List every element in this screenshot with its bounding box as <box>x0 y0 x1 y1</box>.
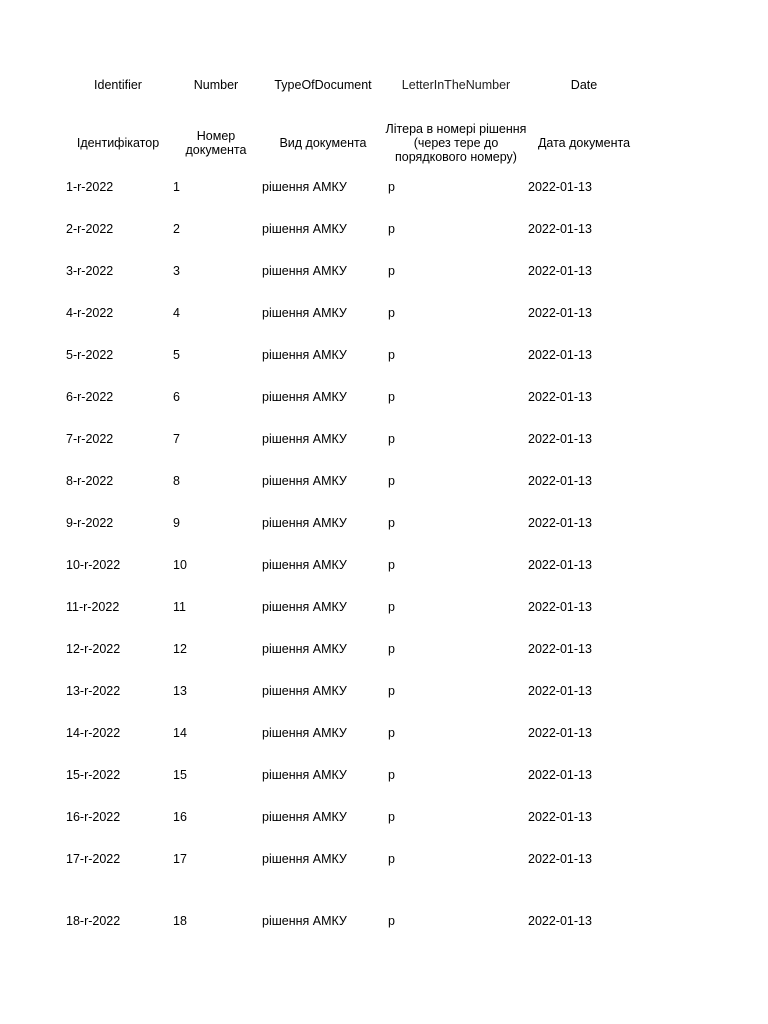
cell-number: 18 <box>173 914 187 928</box>
table-row <box>0 914 768 930</box>
table-row <box>0 642 768 658</box>
table-row <box>0 684 768 700</box>
cell-date: 2022-01-13 <box>528 306 592 320</box>
header-type-en: TypeOfDocument <box>274 78 372 92</box>
cell-date: 2022-01-13 <box>528 558 592 572</box>
cell-identifier: 10-r-2022 <box>66 558 121 572</box>
cell-letter: р <box>388 726 395 740</box>
cell-type: рішення АМКУ <box>262 516 347 530</box>
cell-date: 2022-01-13 <box>528 684 592 698</box>
cell-identifier: 17-r-2022 <box>66 852 121 866</box>
cell-number: 6 <box>173 390 180 404</box>
cell-letter: р <box>388 306 395 320</box>
table-row <box>0 852 768 868</box>
table-row <box>0 726 768 742</box>
header-letter-uk: Літера в номері рішення (через тере до порядкового номеру) <box>385 122 527 164</box>
cell-number: 14 <box>173 726 187 740</box>
cell-identifier: 3-r-2022 <box>66 264 114 278</box>
cell-letter: р <box>388 810 395 824</box>
cell-number: 11 <box>173 600 186 614</box>
cell-identifier: 4-r-2022 <box>66 306 114 320</box>
cell-letter: р <box>388 264 395 278</box>
table-row <box>0 600 768 616</box>
cell-identifier: 8-r-2022 <box>66 474 114 488</box>
cell-number: 2 <box>173 222 180 236</box>
cell-type: рішення АМКУ <box>262 432 347 446</box>
table-row <box>0 390 768 406</box>
cell-identifier: 1-r-2022 <box>66 180 114 194</box>
table-row <box>0 558 768 574</box>
cell-type: рішення АМКУ <box>262 264 347 278</box>
cell-identifier: 2-r-2022 <box>66 222 114 236</box>
cell-type: рішення АМКУ <box>262 558 347 572</box>
cell-identifier: 5-r-2022 <box>66 348 114 362</box>
cell-date: 2022-01-13 <box>528 768 592 782</box>
table-row <box>0 768 768 784</box>
cell-letter: р <box>388 852 395 866</box>
header-number-en: Number <box>193 78 239 92</box>
cell-letter: р <box>388 914 395 928</box>
table-row <box>0 810 768 826</box>
cell-type: рішення АМКУ <box>262 180 347 194</box>
cell-letter: р <box>388 558 395 572</box>
cell-date: 2022-01-13 <box>528 914 592 928</box>
header-row-english <box>0 75 768 95</box>
table-row <box>0 516 768 532</box>
cell-type: рішення АМКУ <box>262 726 347 740</box>
cell-type: рішення АМКУ <box>262 390 347 404</box>
table-row <box>0 348 768 364</box>
cell-type: рішення АМКУ <box>262 768 347 782</box>
header-row-ukrainian <box>0 114 768 172</box>
cell-number: 10 <box>173 558 187 572</box>
cell-letter: р <box>388 390 395 404</box>
cell-letter: р <box>388 222 395 236</box>
cell-letter: р <box>388 768 395 782</box>
table-row <box>0 432 768 448</box>
cell-type: рішення АМКУ <box>262 642 347 656</box>
cell-identifier: 14-r-2022 <box>66 726 121 740</box>
cell-date: 2022-01-13 <box>528 348 592 362</box>
cell-letter: р <box>388 432 395 446</box>
header-number-uk: Номер документа <box>185 129 247 157</box>
cell-type: рішення АМКУ <box>262 306 347 320</box>
cell-number: 8 <box>173 474 180 488</box>
cell-number: 9 <box>173 516 180 530</box>
cell-type: рішення АМКУ <box>262 914 347 928</box>
cell-date: 2022-01-13 <box>528 516 592 530</box>
cell-type: рішення АМКУ <box>262 474 347 488</box>
cell-date: 2022-01-13 <box>528 810 592 824</box>
cell-type: рішення АМКУ <box>262 684 347 698</box>
cell-number: 13 <box>173 684 187 698</box>
cell-identifier: 13-r-2022 <box>66 684 121 698</box>
header-identifier-uk: Ідентифікатор <box>76 136 160 150</box>
table-row <box>0 474 768 490</box>
cell-number: 7 <box>173 432 180 446</box>
table-row <box>0 264 768 280</box>
cell-date: 2022-01-13 <box>528 432 592 446</box>
cell-date: 2022-01-13 <box>528 180 592 194</box>
cell-identifier: 15-r-2022 <box>66 768 121 782</box>
cell-date: 2022-01-13 <box>528 642 592 656</box>
table-row <box>0 306 768 322</box>
cell-number: 12 <box>173 642 187 656</box>
cell-number: 3 <box>173 264 180 278</box>
header-type-uk: Вид документа <box>279 136 367 150</box>
cell-date: 2022-01-13 <box>528 600 592 614</box>
cell-date: 2022-01-13 <box>528 726 592 740</box>
cell-number: 5 <box>173 348 180 362</box>
table-row <box>0 180 768 196</box>
header-letter-en: LetterInTheNumber <box>401 78 511 92</box>
cell-number: 1 <box>173 180 180 194</box>
cell-letter: р <box>388 642 395 656</box>
cell-date: 2022-01-13 <box>528 264 592 278</box>
cell-type: рішення АМКУ <box>262 852 347 866</box>
cell-date: 2022-01-13 <box>528 390 592 404</box>
cell-number: 16 <box>173 810 187 824</box>
cell-letter: р <box>388 516 395 530</box>
cell-letter: р <box>388 474 395 488</box>
cell-letter: р <box>388 180 395 194</box>
cell-letter: р <box>388 684 395 698</box>
cell-date: 2022-01-13 <box>528 222 592 236</box>
cell-letter: р <box>388 600 395 614</box>
cell-identifier: 9-r-2022 <box>66 516 114 530</box>
cell-identifier: 16-r-2022 <box>66 810 121 824</box>
cell-number: 15 <box>173 768 187 782</box>
cell-date: 2022-01-13 <box>528 852 592 866</box>
header-date-en: Date <box>570 78 598 92</box>
cell-number: 4 <box>173 306 180 320</box>
cell-identifier: 18-r-2022 <box>66 914 121 928</box>
cell-identifier: 11-r-2022 <box>66 600 120 614</box>
cell-type: рішення АМКУ <box>262 348 347 362</box>
cell-type: рішення АМКУ <box>262 222 347 236</box>
cell-date: 2022-01-13 <box>528 474 592 488</box>
cell-letter: р <box>388 348 395 362</box>
cell-identifier: 12-r-2022 <box>66 642 121 656</box>
cell-identifier: 6-r-2022 <box>66 390 114 404</box>
header-identifier-en: Identifier <box>94 78 142 92</box>
cell-type: рішення АМКУ <box>262 810 347 824</box>
cell-number: 17 <box>173 852 187 866</box>
cell-identifier: 7-r-2022 <box>66 432 114 446</box>
header-date-uk: Дата документа <box>537 136 631 150</box>
table-row <box>0 222 768 238</box>
cell-type: рішення АМКУ <box>262 600 347 614</box>
